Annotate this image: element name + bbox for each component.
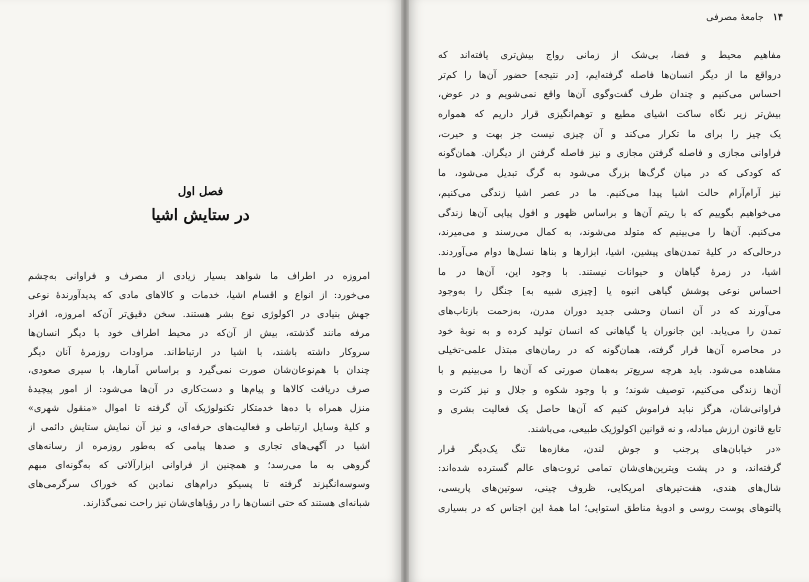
text-line: که کودکی که در میان گرگ‌ها بزرگ می‌شود به گرگ تبدیل می‌شود، ما: [438, 168, 781, 180]
text-line: می‌آورند که در آن انسان وحشی جدید دوران مدرن، به‌زحمت بازتاب‌های: [438, 305, 781, 317]
text-line: منزل همراه با ده‌ها خدمتکار تکنولوژیک آن گرفته تا اموال «منقول شهری»: [28, 403, 370, 415]
text-line: در محاصره آن‌ها قرار گرفته، همان‌گونه که در رمان‌های مبتذل علمی-تخیلی: [438, 345, 781, 357]
text-line: نیز آرام‌آرام حالت اشیا پیدا می‌کنیم. ما در عصر اشیا زندگی می‌کنیم،: [438, 187, 781, 199]
text-line: مشاهده می‌شود. باید هرچه سریع‌تر به‌همان صورتی که آن‌ها را می‌بینیم و با: [438, 365, 781, 376]
text-line: شال‌های هندی، هفت‌تیرهای امریکایی، ظروف چینی، سوتین‌های پاریسی،: [438, 483, 781, 495]
text-line: تمدن را می‌یابد. این جانوران یا گیاهانی که انسان تولید کرده و به نوبهٔ خود: [438, 325, 781, 337]
chapter-title: در ستایش اشیا: [151, 205, 250, 224]
text-line: فراوانی مجازی و فاصله گرفتن مجازی و نیز فاصله گرفتن از دیگران. همان‌گونه: [438, 148, 781, 160]
chapter-label: فصل اول: [177, 184, 224, 198]
text-line: صرف دریافت کالاها و پیام‌ها و دست‌کاری در آن‌ها می‌شود: از امور پیچیدهٔ: [28, 384, 370, 396]
text-line: بیش‌تر زیر نگاه ساکت اشیای مطیع و توهم‌انگیزی قرار داریم که همواره: [438, 109, 781, 121]
text-line: پالتوهای پوست روسی و ادویهٔ مناطق استوایی؛ اما همهٔ این اجناس که در بسیاری: [438, 502, 781, 514]
text-line: جهش بنیادی در اکولوژی نوع بشر هستند. سخن دقیق‌تر آن‌که امروزه، افراد: [28, 308, 370, 320]
text-line: فراوانی‌شان، هرگز نباید فراموش کنیم که آن‌ها حاصل یک فعالیت بشری و: [438, 404, 781, 416]
text-line: می‌خواهیم بگوییم که با ریتم آن‌ها و براساس ظهور و افول پیاپی آن‌ها زندگی: [438, 207, 781, 219]
text-line: وسوسه‌انگیزند گرفته تا پسیکو درام‌های نمادین که خوراک سرگرمی‌های: [28, 478, 370, 490]
text-line: مفاهیم محیط و فضا، بی‌شک از زمانی رواج بیش‌تری یافته‌اند که: [438, 50, 781, 61]
text-line: درواقع ما از دیگر انسان‌ها فاصله گرفته‌ایم، [در نتیجه] حضور آن‌ها را کم‌تر: [438, 69, 781, 81]
text-line: اشیا، در زمرهٔ گیاهان و حیوانات نیستند. با وجود این، آن‌ها در ما: [438, 266, 781, 278]
running-head: [706, 12, 783, 23]
text-line: گروهی به ما می‌رسد؛ و همچنین از فراوانی ابزارآلاتی که به‌گونه‌ای مبهم: [28, 459, 370, 471]
left-page: [0, 0, 401, 582]
text-line: شبانه‌ای هستند که حتی انسان‌ها را در رؤیاهای‌شان نیز راحت نمی‌گذارند.: [82, 497, 370, 509]
text-line: احساس می‌کنیم و چندان طرف گفت‌وگوی آن‌ها واقع نمی‌شویم و در عوض،: [438, 89, 781, 101]
running-title: جامعهٔ مصرفی: [706, 12, 764, 23]
left-body-text: [28, 268, 370, 514]
text-line: یک چیز را برای ما تکرار می‌کند و آن چیزی نیست جز بهت و حیرت،: [438, 128, 781, 140]
text-line: احساس نوعی پوشش گیاهی انبوه یا [چیزی شبیه به] جنگل را به‌وجود: [438, 286, 781, 298]
text-line: امروزه در اطراف ما شواهد بسیار زیادی از مصرف و فراوانی به‌چشم: [28, 271, 370, 282]
text-line: گرفته‌اند، و در پشت ویترین‌های‌شان تمامی ثروت‌های عالم گسترده شده‌اند:: [438, 463, 781, 475]
book-gutter: [401, 0, 409, 582]
text-line: می‌خورد: از انواع و اقسام اشیا، خدمات و کالاهای مادی که پدیدآورندهٔ نوعی: [28, 289, 370, 301]
text-line: می‌کنیم. آن‌ها را می‌بینیم که متولد می‌شوند، به کمال می‌رسند و می‌میرند،: [438, 227, 781, 239]
text-line: اشیا در آگهی‌های تجاری و صدها پیامی که به‌طور روزمره از رسانه‌های: [28, 441, 370, 453]
text-line: مرفه مانند گذشته، بیش از آن‌که در محیط اطراف خود با دیگر انسان‌ها: [28, 327, 370, 339]
right-body-text: [438, 46, 781, 519]
text-line: درحالی‌که در کلیهٔ تمدن‌های پیشین، اشیا، ابزارها و بناها نسل‌ها دوام می‌آوردند.: [438, 246, 781, 258]
text-line: تابع قانون ارزش مبادله، و نه قوانین اکولوژیک طبیعی، می‌باشند.: [527, 424, 781, 436]
text-line: و کلیهٔ وسایل ارتباطی و فعالیت‌های حرفه‌ای، و نیز آن نمایش ستایش دائمی از: [28, 422, 370, 434]
page-number: ۱۴: [772, 12, 783, 23]
text-line: سروکار داشته باشند، با اشیا در ارتباط‌اند. مراودات روزمرهٔ آنان دیگر: [28, 346, 370, 358]
text-line: آن‌ها زندگی می‌کنیم، توصیف شوند؛ و با وجود شکوه و جلال و نیز کثرت و: [438, 384, 781, 396]
text-line: چندان با هم‌نوعان‌شان صورت نمی‌گیرد و براساس آمارها، با سیری صعودی،: [28, 365, 370, 377]
text-line: «در خیابان‌های پرجنب و جوش لندن، مغازه‌ها تنگ یک‌دیگر قرار: [438, 443, 781, 455]
